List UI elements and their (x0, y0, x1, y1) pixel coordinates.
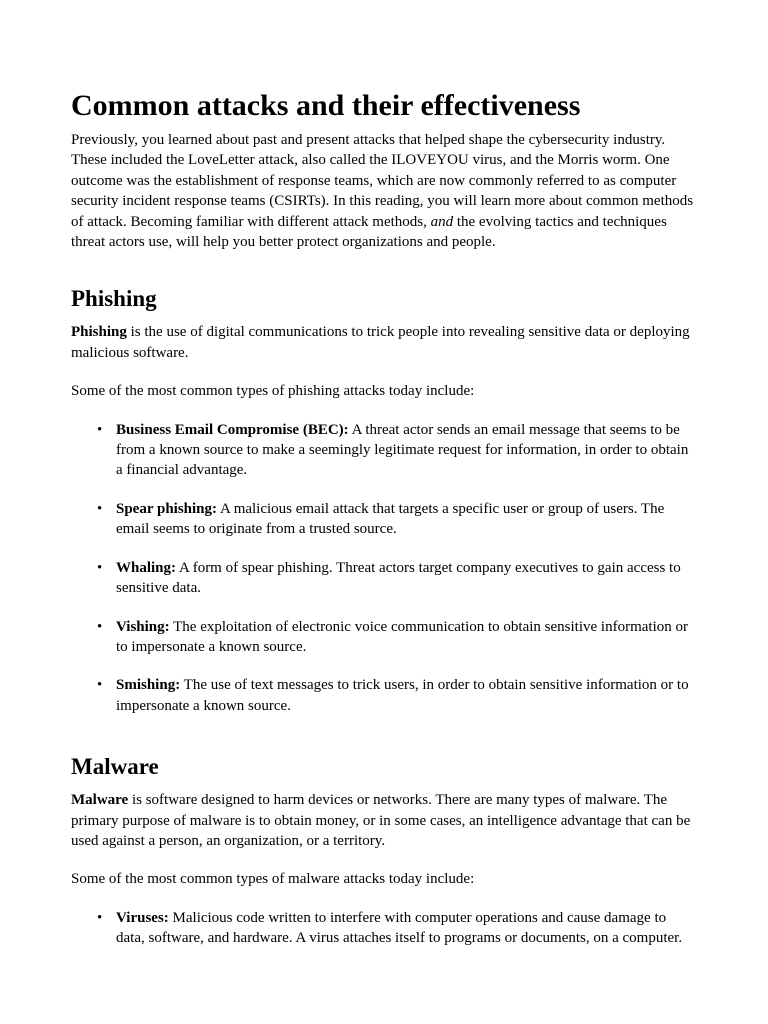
list-item-term: Viruses: (116, 909, 169, 926)
list-item (71, 499, 697, 540)
phishing-types-list (71, 420, 697, 716)
intro-text-part2: the evolving tactics and techniques threat actors use, will help you better protect organizations and people. (71, 213, 667, 251)
list-item (71, 675, 697, 716)
list-item (71, 617, 697, 658)
section-heading-malware: Malware (71, 754, 159, 780)
malware-definition-text: is software designed to harm devices or networks. There are many types of malware. The primary purpose of malware is to obtain money, or in some cases, an intelligence advantage that can be used against a person, an organization, or a territory. (71, 792, 691, 849)
bullet-marker: • (97, 421, 103, 438)
phishing-term: Phishing (71, 324, 127, 341)
malware-term: Malware (71, 792, 129, 809)
list-item-text: A form of spear phishing. Threat actors target company executives to gain access to sensitive data. (116, 559, 681, 597)
bullet-marker: • (97, 677, 103, 694)
phishing-definition (71, 322, 697, 363)
intro-paragraph (71, 130, 697, 252)
intro-text-part1: Previously, you learned about past and present attacks that helped shape the cybersecurity industry. These included the LoveLetter attack, also called the ILOVEYOU virus, and the Morris worm. One outcome was the establishment of response teams, which are now commonly referred to as computer security incident response teams (CSIRTs). In this reading, you will learn more about common methods of attack. Becoming familiar with different attack methods, (71, 132, 694, 230)
list-item-text: The use of text messages to trick users, in order to obtain sensitive information or to impersonate a known source. (116, 677, 689, 714)
bullet-marker: • (97, 559, 103, 576)
list-item-term: Spear phishing: (116, 500, 218, 517)
page-title: Common attacks and their effectiveness (71, 89, 581, 122)
malware-list-lead: Some of the most common types of malware attacks today include: (71, 871, 475, 888)
phishing-list-lead: Some of the most common types of phishing attacks today include: (71, 383, 475, 400)
list-item-term: Whaling: (116, 559, 177, 576)
phishing-definition-text: is the use of digital communications to trick people into revealing sensitive data or deploying malicious software. (71, 324, 690, 361)
intro-emphasis: and (430, 213, 454, 230)
bullet-marker: • (97, 909, 103, 926)
list-item-text: The exploitation of electronic voice communication to obtain sensitive information or to impersonate a known source. (116, 618, 688, 655)
malware-definition (71, 790, 697, 851)
malware-types-list (71, 908, 697, 949)
bullet-marker: • (97, 618, 103, 635)
list-item-term: Smishing: (116, 677, 181, 694)
document-body (71, 86, 697, 985)
list-item (71, 908, 697, 949)
list-item (71, 558, 697, 599)
section-heading-phishing: Phishing (71, 286, 157, 312)
list-item-text: A malicious email attack that targets a specific user or group of users. The email seems to originate from a trusted source. (116, 500, 665, 538)
list-item (71, 420, 697, 481)
list-item-text: Malicious code written to interfere with computer operations and cause damage to data, software, and hardware. A virus attaches itself to programs or documents, on a computer. (116, 909, 683, 947)
list-item-term: Vishing: (116, 618, 170, 635)
list-item-term: Business Email Compromise (BEC): (116, 421, 349, 438)
bullet-marker: • (97, 500, 103, 517)
list-item-text: A threat actor sends an email message that seems to be from a known source to make a seemingly legitimate request for information, in order to obtain a financial advantage. (116, 421, 689, 479)
